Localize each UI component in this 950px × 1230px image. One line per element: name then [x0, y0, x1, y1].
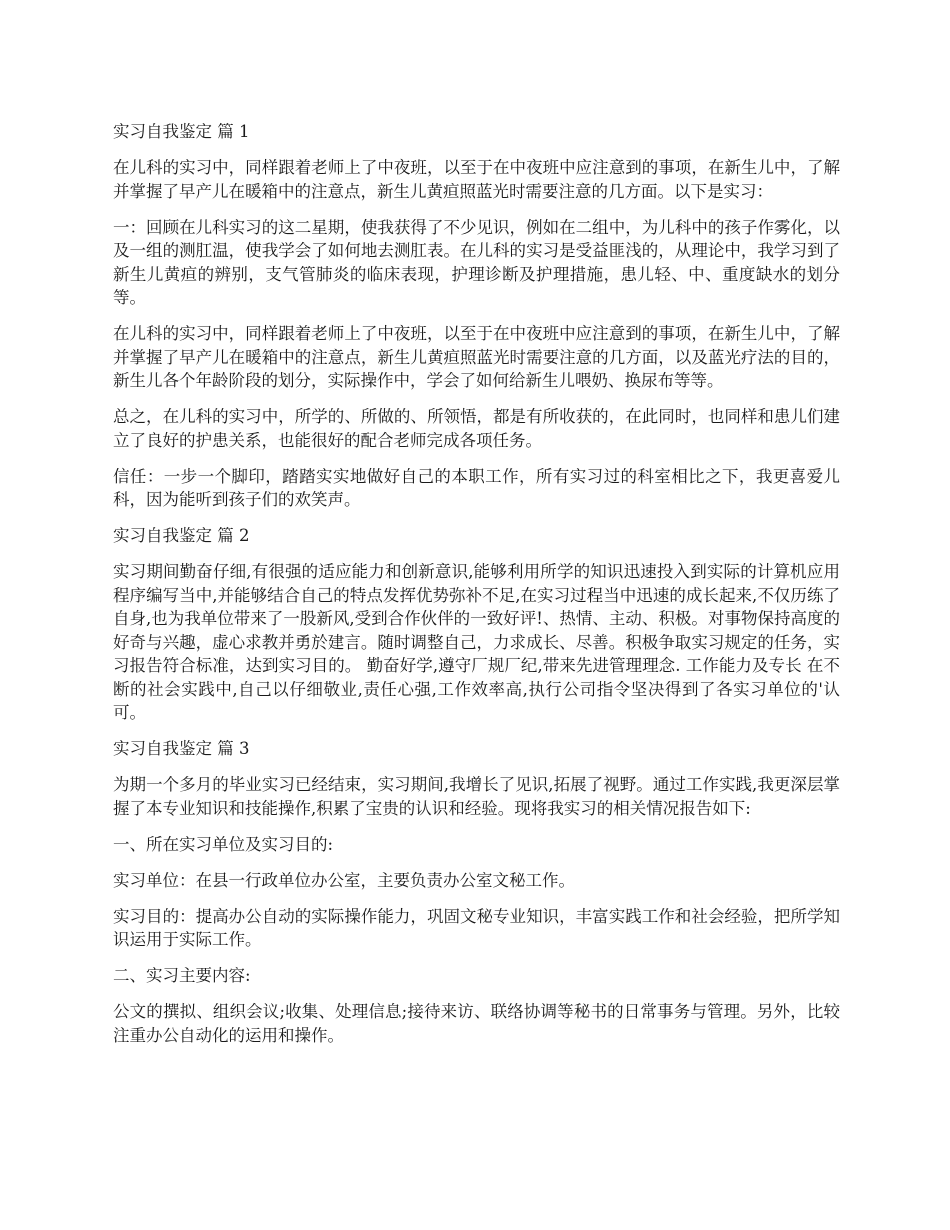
section-3-heading: 实习自我鉴定 篇 3: [113, 739, 250, 758]
section-2-paragraph-1: 实习期间勤奋仔细,有很强的适应能力和创新意识,能够利用所学的知识迅速投入到实际的计算机应用程序编写当中,并能够结合自己的特点发挥优势弥补不足,在实习过程当中迅速的成长起来,不仅历练了自身,也为我单位带来了一股新风,受到合作伙伴的一致好评!、热情、主动、积极。对事物保持高度的好奇与兴趣，虚心求教并勇於建言。随时调整自己，力求成长、尽善。积极争取实习规定的任务，实习报告符合标准，达到实习目的。 勤奋好学,遵守厂规厂纪,带来先进管理理念. 工作能力及专长 在不断的社会实践中,自己以仔细敬业,责任心强,工作效率高,执行公司指令坚决得到了各实习单位的'认可。: [113, 562, 840, 722]
section-1-paragraph-3: 在儿科的实习中，同样跟着老师上了中夜班，以至于在中夜班中应注意到的事项，在新生儿中，了解并掌握了早产儿在暖箱中的注意点，新生儿黄疸照蓝光时需要注意的几方面，以及蓝光疗法的目的，新生儿各个年龄阶段的划分，实际操作中，学会了如何给新生儿喂奶、换尿布等等。: [113, 324, 840, 390]
section-1-paragraph-2: 一：回顾在儿科实习的这二星期，使我获得了不少见识，例如在二组中，为儿科中的孩子作雾化，以及一组的测肛温，使我学会了如何地去测肛表。在儿科的实习是受益匪浅的，从理论中，我学习到了新生儿黄疸的辨别，支气管肺炎的临床表现，护理诊断及护理措施，患儿轻、中、重度缺水的划分等。: [113, 217, 840, 307]
section-1-paragraph-5: 信任：一步一个脚印，踏踏实实地做好自己的本职工作，所有实习过的科室相比之下，我更喜爱儿科，因为能听到孩子们的欢笑声。: [113, 466, 840, 509]
section-1-paragraph-1: 在儿科的实习中，同样跟着老师上了中夜班，以至于在中夜班中应注意到的事项，在新生儿中，了解并掌握了早产儿在暖箱中的注意点，新生儿黄疸照蓝光时需要注意的几方面。以下是实习：: [113, 158, 840, 201]
section-3-paragraph-3: 实习单位：在县一行政单位办公室，主要负责办公室文秘工作。: [113, 870, 575, 890]
section-3-paragraph-6: 公文的撰拟、组织会议;收集、处理信息;接待来访、联络协调等秘书的日常事务与管理。另外，比较注重办公自动化的运用和操作。: [113, 1002, 840, 1045]
section-3-paragraph-5: 二、实习主要内容:: [113, 966, 251, 985]
document-body: [113, 120, 840, 1060]
section-3-paragraph-2: 一、所在实习单位及实习目的:: [113, 834, 334, 854]
section-3-paragraph-4: 实习目的：提高办公自动的实际操作能力，巩固文秘专业知识，丰富实践工作和社会经验，把所学知识运用于实际工作。: [113, 906, 840, 949]
section-1-heading: 实习自我鉴定 篇 1: [113, 122, 250, 141]
section-2-heading: 实习自我鉴定 篇 2: [113, 526, 250, 545]
section-1-paragraph-4: 总之，在儿科的实习中，所学的、所做的、所领悟，都是有所收获的，在此同时，也同样和患儿们建立了良好的护患关系，也能很好的配合老师完成各项任务。: [113, 407, 840, 450]
section-3-paragraph-1: 为期一个多月的毕业实习已经结束，实习期间,我增长了见识,拓展了视野。通过工作实践,我更深层掌握了本专业知识和技能操作,积累了宝贵的认识和经验。现将我实习的相关情况报告如下:: [113, 775, 840, 818]
